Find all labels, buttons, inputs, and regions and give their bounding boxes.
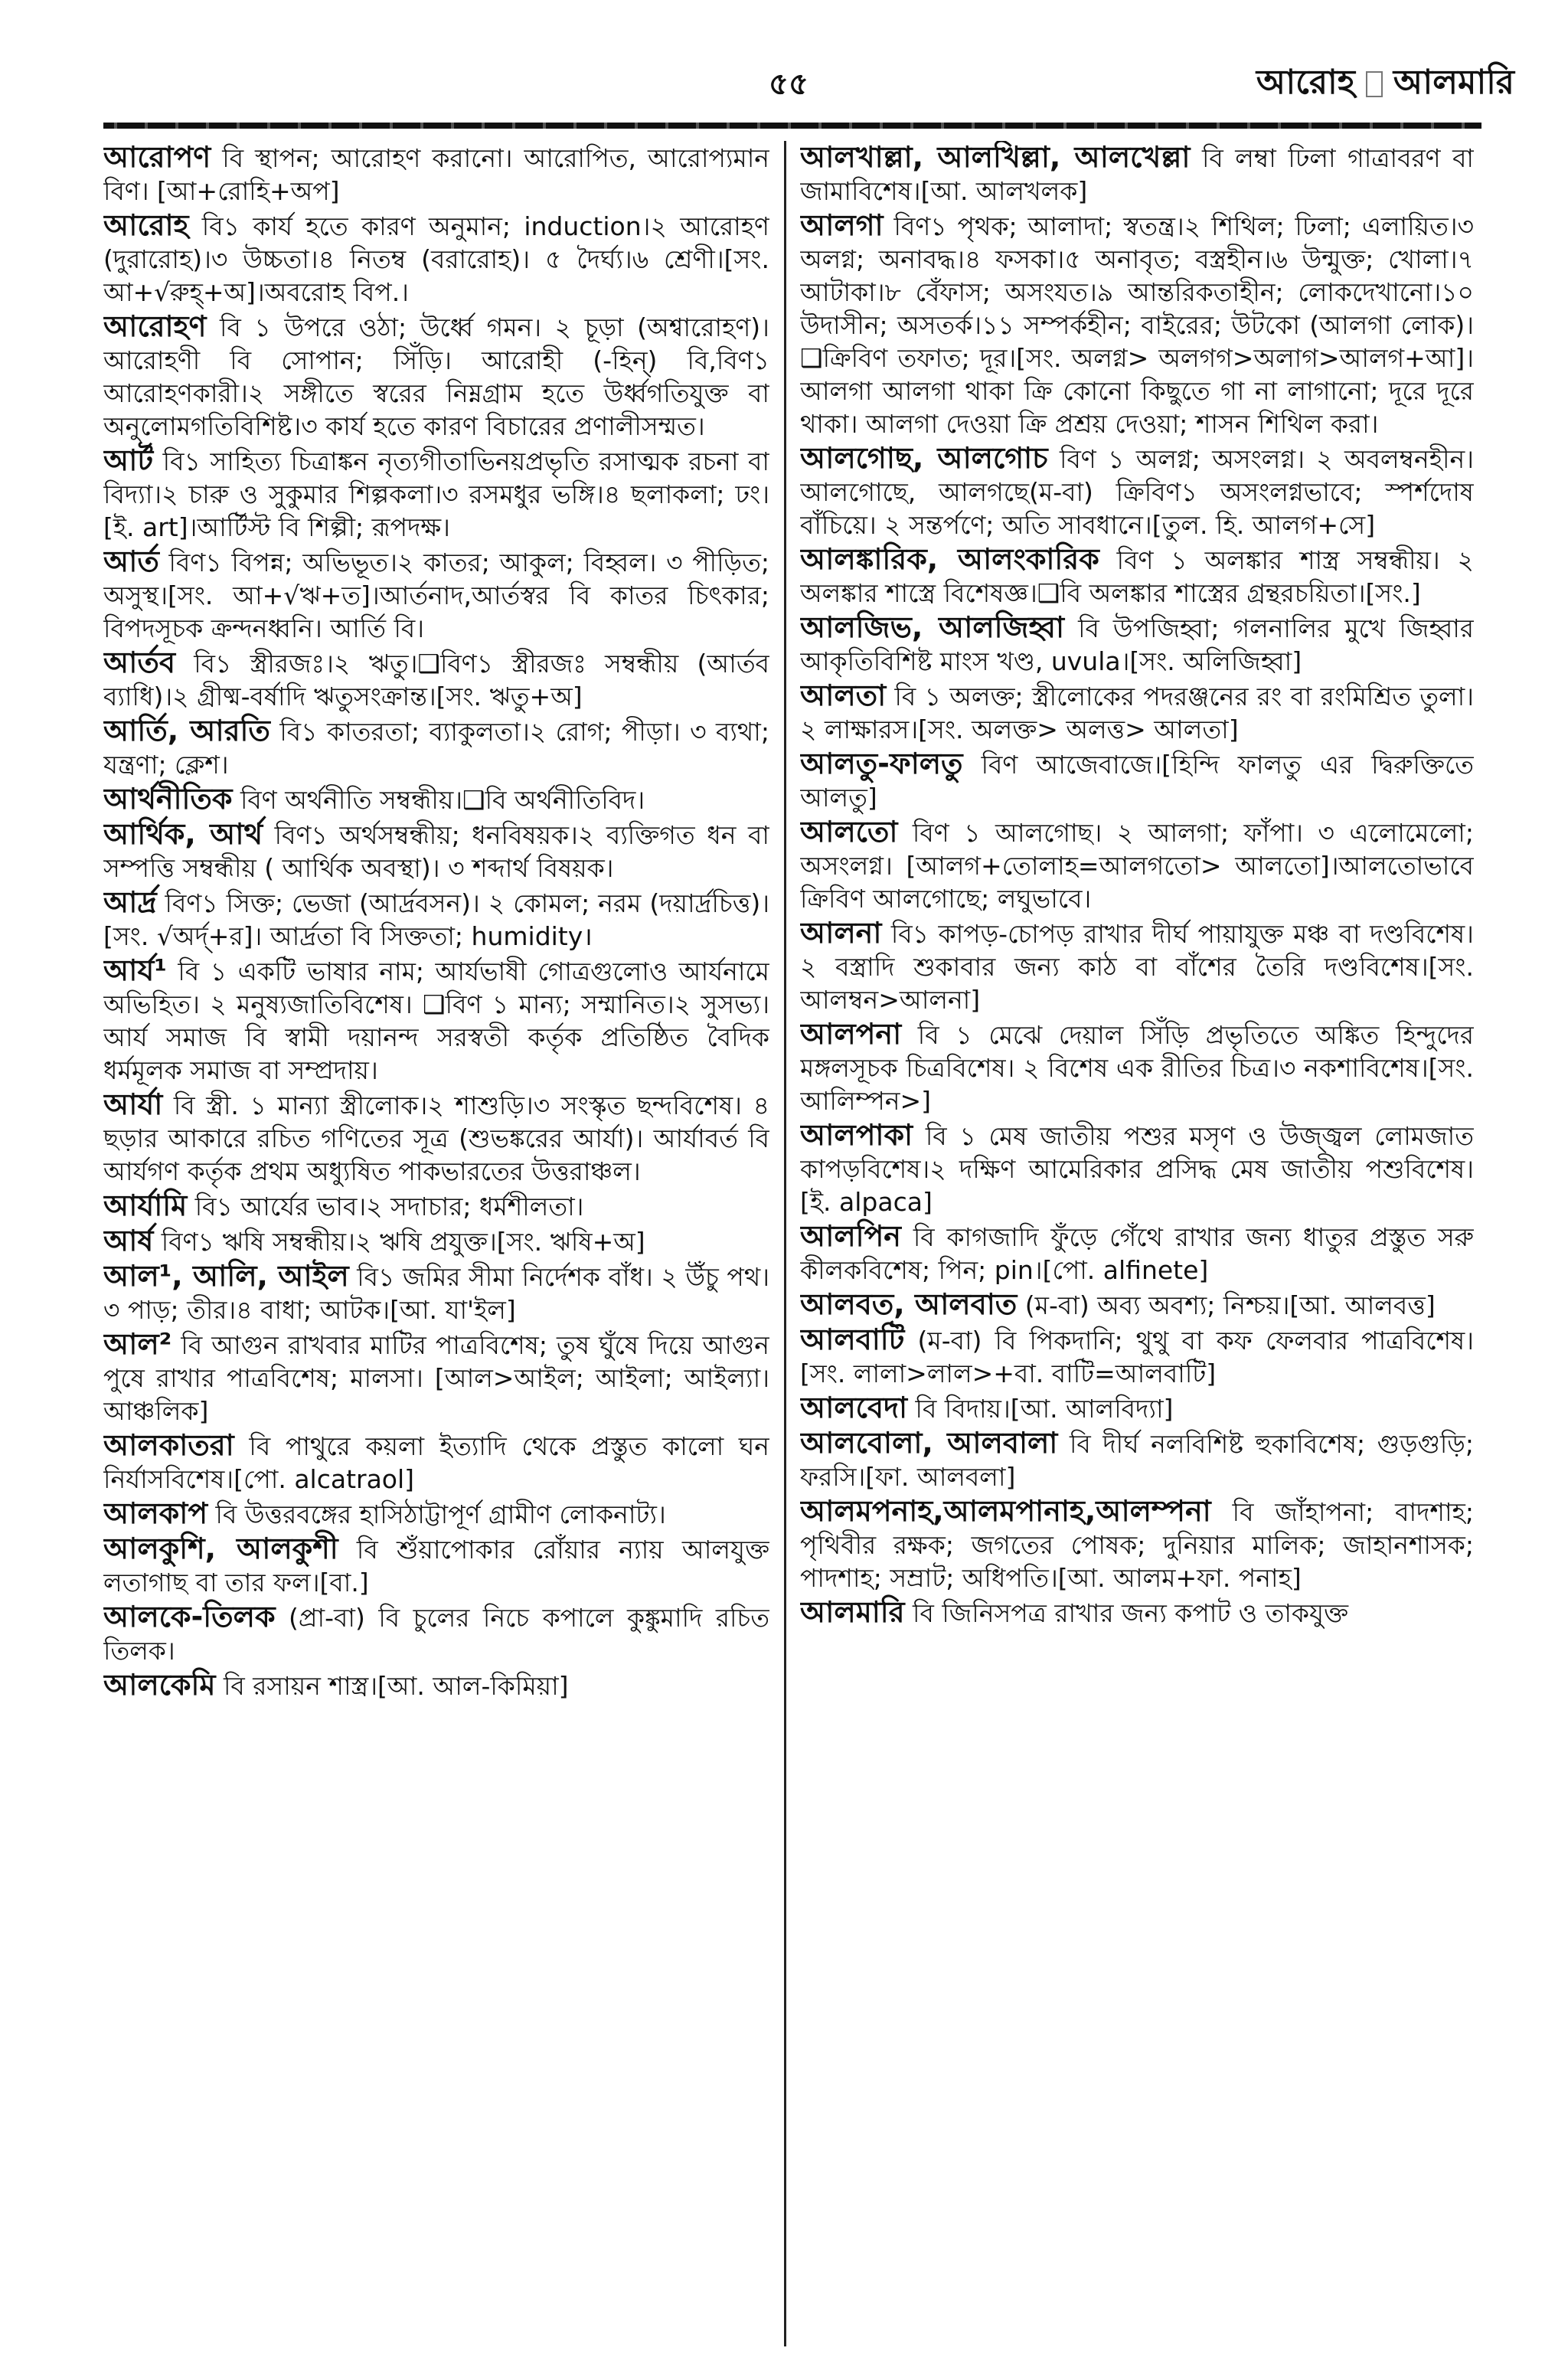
entry-headword: আলমপনাহ,আলমপানাহ,আলম্পনা [800, 1494, 1211, 1528]
entry-headword: আলজিভ, আলজিহ্বা [800, 610, 1065, 644]
entry-headword: আরোপণ [103, 141, 211, 174]
entry-headword: আর্তি, আরতি [103, 714, 270, 747]
entry-headword: আলগা [800, 208, 884, 242]
entry-definition: (প্রা-বা) বি চুলের নিচে কপালে কুঙ্কুমাদি রচিত তিলক। [103, 1603, 769, 1666]
dictionary-entry [103, 886, 769, 953]
entry-headword: আলবেদা [800, 1391, 908, 1424]
dictionary-entry [103, 1189, 769, 1223]
guide-word-first: আরোহ [1256, 63, 1355, 102]
entry-definition: বি জাঁহাপনা; বাদশাহ; পৃথিবীর রক্ষক; জগতের পোষক; দুনিয়ার মালিক; জাহানশাসক; পাদশাহ; সম্রাট; অধিপতি।[আ. আলম+ফা. পনাহ] [800, 1497, 1474, 1593]
dictionary-entry [103, 954, 769, 1087]
entry-headword: আর্য¹ [103, 953, 167, 987]
entry-definition: বি ১ মেঝে দেয়াল সিঁড়ি প্রভৃতিতে অঙ্কিত হিন্দুদের মঙ্গলসূচক চিত্রবিশেষ। ২ বিশেষ এক রীতির চিত্র।৩ নকশাবিশেষ।[সং. আলিম্পন>] [800, 1020, 1474, 1116]
entry-definition: (ম-বা) বি পিকদানি; থুথু বা কফ ফেলবার পাত্রবিশেষ।[সং. লালা>লাল>+বা. বাটি=আলবাটি] [800, 1326, 1474, 1388]
entry-definition: বিণ আজেবাজে।[হিন্দি ফালতু এর দ্বিরুক্তিতে আলতু] [800, 750, 1474, 813]
entry-definition: বি১ জমির সীমা নির্দেশক বাঁধ। ২ উঁচু পথ।৩ পাড়; তীর।৪ বাধা; আটক।[আ. যা'ইল] [103, 1262, 769, 1325]
dictionary-entry [800, 679, 1474, 746]
dictionary-entry [103, 1328, 769, 1427]
dictionary-entry [103, 1260, 769, 1326]
dictionary-entry [103, 714, 769, 781]
dictionary-entry [103, 1532, 769, 1599]
entry-definition: বি পাথুরে কয়লা ইত্যাদি থেকে প্রস্তুত কালো ঘন নির্যাসবিশেষ।[পো. alcatraol] [103, 1431, 769, 1494]
dictionary-entry [800, 141, 1474, 208]
header-rule [103, 123, 1481, 129]
entry-headword: আলকে-তিলক [103, 1600, 276, 1633]
dictionary-entry [800, 1018, 1474, 1117]
dictionary-entry [103, 783, 769, 816]
entry-headword: আলতু-ফালতু [800, 747, 963, 780]
entry-headword: আলনা [800, 916, 882, 950]
entry-headword: আর্দ্র [103, 885, 157, 919]
entry-headword: আলঙ্কারিক, আলংকারিক [800, 542, 1099, 576]
entry-definition: বিণ১ ঋষি সম্বন্ধীয়।২ ঋষি প্রযুক্ত।[সং. ঋষি+অ] [161, 1227, 645, 1257]
entry-headword: আর্থিক, আর্থ [103, 817, 263, 851]
dictionary-entry [103, 444, 769, 544]
dictionary-entry [800, 747, 1474, 814]
dictionary-entry [103, 1497, 769, 1531]
dictionary-entry [103, 818, 769, 885]
entry-headword: আলমারি [800, 1595, 905, 1629]
dictionary-entry [800, 1391, 1474, 1425]
dictionary-entry [103, 1225, 769, 1258]
entry-definition: বি আগুন রাখবার মাটির পাত্রবিশেষ; তুষ ঘুঁষে দিয়ে আগুন পুষে রাখার পাত্রবিশেষ; মালসা। [আল>আইল; আইলা; আইল্যা। আঞ্চলিক] [103, 1330, 769, 1426]
entry-headword: আলবোলা, আলবালা [800, 1426, 1058, 1460]
entry-headword: আলকাতরা [103, 1428, 234, 1462]
entry-definition: বি স্ত্রী. ১ মান্যা স্ত্রীলোক।২ শাশুড়ি।৩ সংস্কৃত ছন্দবিশেষ। ৪ ছড়ার আকারে রচিত গণিতের সূত্র (শুভঙ্করের আর্যা)। আর্যাবর্ত বি আর্যগণ কর্তৃক প্রথম অধ্যুষিত পাকভারতের উত্তরাঞ্চল। [103, 1091, 769, 1186]
entry-definition: বি ১ অলক্ত; স্ত্রীলোকের পদরঞ্জনের রং বা রংমিশ্রিত তুলা। ২ লাক্ষারস।[সং. অলক্ত> অলত্ত> আলতা] [800, 682, 1474, 744]
entry-definition: বিণ ১ অলঙ্কার শাস্ত্র সম্বন্ধীয়। ২ অলঙ্কার শাস্ত্রে বিশেষজ্ঞ।❑বি অলঙ্কার শাস্ত্রের গ্রন্থরচয়িতা।[সং.] [800, 545, 1474, 608]
entry-definition: বিণ১ সিক্ত; ভেজা (আর্দ্রবসন)। ২ কোমল; নরম (দয়ার্দ্রচিত্ত)। [সং. √অর্দ্+র]। আর্দ্রতা বি সিক্ততা; humidity। [103, 888, 769, 951]
entry-definition: বি ১ একটি ভাষার নাম; আর্যভাষী গোত্রগুলোও আর্যনামে অভিহিত। ২ মনুষ্যজাতিবিশেষ। ❑বিণ ১ মান্য; সম্মানিত।২ সুসভ্য।আর্য সমাজ বি স্বামী দয়ানন্দ সরস্বতী কর্তৃক প্রতিষ্ঠিত বৈদিক ধর্মমূলক সমাজ বা সম্প্রদায়। [103, 956, 769, 1085]
entry-headword: আরোহণ [103, 309, 207, 343]
entry-definition: বি১ আর্যের ভাব।২ সদাচার; ধর্মশীলতা। [194, 1192, 584, 1221]
entry-headword: আল² [103, 1327, 172, 1361]
entry-headword: আলগোছ, আলগোচ [800, 441, 1048, 475]
dictionary-entry [103, 1429, 769, 1496]
dictionary-entry [103, 646, 769, 713]
entry-definition: বি স্থাপন; আরোহণ করানো। আরোপিত, আরোপ্যমান বিণ। [আ+রোহি+অপ] [103, 143, 769, 206]
dictionary-entry [800, 442, 1474, 541]
dictionary-entry [800, 1323, 1474, 1390]
entry-definition: বিণ১ অর্থসম্বন্ধীয়; ধনবিষয়ক।২ ব্যক্তিগত ধন বা সম্পত্তি সম্বন্ধীয় ( আর্থিক অবস্থা)। ৩ শব্দার্থ বিষয়ক। [103, 820, 769, 883]
dictionary-entry [800, 1427, 1474, 1493]
dictionary-entry [103, 310, 769, 443]
entry-definition: বি ১ মেষ জাতীয় পশুর মসৃণ ও উজ্জ্বল লোমজাত কাপড়বিশেষ।২ দক্ষিণ আমেরিকার প্রসিদ্ধ মেষ জাতীয় পশুবিশেষ।[ই. alpaca] [800, 1121, 1474, 1217]
entry-headword: আর্ত [103, 544, 159, 578]
entry-headword: আর্যামি [103, 1189, 188, 1222]
entry-definition: বি১ কাতরতা; ব্যাকুলতা।২ রোগ; পীড়া। ৩ ব্যথা; যন্ত্রণা; ক্লেশ। [103, 717, 769, 780]
entry-definition: বি লম্বা ঢিলা গাত্রাবরণ বা জামাবিশেষ।[আ. আলখলক] [800, 143, 1474, 206]
dictionary-entry [800, 1220, 1474, 1287]
entry-definition: বিণ অর্থনীতি সম্বন্ধীয়।❑বি অর্থনীতিবিদ। [240, 785, 645, 815]
entry-headword: আলপাকা [800, 1118, 913, 1152]
entry-headword: আলখাল্লা, আলখিল্লা, আলখেল্লা [800, 141, 1191, 174]
entry-headword: আলকেমি [103, 1668, 216, 1702]
entry-definition: বি১ কার্য হতে কারণ অনুমান; induction।২ আরোহণ (দুরারোহ)।৩ উচ্চতা।৪ নিতম্ব (বরারোহ)। ৫ দৈর্ঘ্য।৬ শ্রেণী।[সং. আ+√রুহ্+অ]।অবরোহ বিপ.। [103, 211, 769, 307]
dictionary-entry [103, 141, 769, 208]
entry-headword: আলবত, আলবাত [800, 1287, 1018, 1321]
entry-definition: বি কাগজাদি ফুঁড়ে গেঁথে রাখার জন্য ধাতুর প্রস্তুত সরু কীলকবিশেষ; পিন; pin।[পো. alfinete] [800, 1222, 1474, 1285]
dictionary-entry [800, 816, 1474, 915]
entry-headword: আরোহ [103, 208, 189, 242]
dictionary-entry [800, 543, 1474, 610]
entry-headword: আলবাটি [800, 1323, 905, 1356]
entry-definition: বি১ স্ত্রীরজঃ।২ ঋতু।❑বিণ১ স্ত্রীরজঃ সম্বন্ধীয় (আর্তব ব্যাধি)।২ গ্রীষ্ম-বর্ষাদি ঋতুসংক্রান্ত।[সং. ঋতু+অ] [103, 649, 769, 711]
guide-word-last: আলমারি [1393, 63, 1514, 102]
entry-definition: বি১ কাপড়-চোপড় রাখার দীর্ঘ পায়াযুক্ত মঞ্চ বা দণ্ডবিশেষ।২ বস্ত্রাদি শুকাবার জন্য কাঠ বা বাঁশের তৈরি দণ্ডবিশেষ।[সং. আলম্বন>আলনা] [800, 919, 1474, 1015]
running-head [1256, 57, 1514, 113]
entry-headword: আলপনা [800, 1017, 902, 1051]
dictionary-entry [103, 545, 769, 645]
entry-definition: বি উত্তরবঙ্গের হাসিঠাট্টাপূর্ণ গ্রামীণ লোকনাট্য। [215, 1499, 666, 1529]
entry-definition: বিণ১ বিপন্ন; অভিভূত।২ কাতর; আকুল; বিহ্বল। ৩ পীড়িত; অসুস্থ।[সং. আ+√ঋ+ত]।আর্তনাদ,আর্তস্বর বি কাতর চিৎকার; বিপদসূচক ক্রন্দনধ্বনি। আর্তি বি। [103, 548, 769, 643]
entry-definition: (ম-বা) অব্য অবশ্য; নিশ্চয়।[আ. আলবত্ত] [1024, 1290, 1436, 1320]
dictionary-entry [800, 209, 1474, 440]
guide-word-separator [1366, 71, 1383, 97]
entry-definition: বি রসায়ন শাস্ত্র।[আ. আল-কিমিয়া] [223, 1671, 569, 1701]
entry-headword: আর্ট [103, 443, 154, 477]
entry-headword: আলতা [800, 679, 887, 712]
entry-headword: আর্থনীতিক [103, 782, 233, 816]
dictionary-entry [800, 611, 1474, 678]
entry-headword: আর্ষ [103, 1224, 154, 1257]
entry-headword: আর্যা [103, 1087, 163, 1121]
entry-definition: বি শুঁয়াপোকার রোঁয়ার ন্যায় আলযুক্ত লতাগাছ বা তার ফল।[বা.] [103, 1535, 769, 1597]
dictionary-entry [800, 1119, 1474, 1218]
entry-headword: আলপিন [800, 1219, 901, 1253]
column-divider [784, 141, 786, 2346]
entry-definition: বি ১ উপরে ওঠা; উর্ধ্বে গমন। ২ চূড়া (অশ্বারোহণ)। আরোহণী বি সোপান; সিঁড়ি। আরোহী (-হিন্) বি,বিণ১ আরোহণকারী।২ সঙ্গীতে স্বরের নিম্নগ্রাম হতে উর্ধ্বগতিযুক্ত বা অনুলোমগতিবিশিষ্ট।৩ কার্য হতে কারণ বিচারের প্রণালীসম্মত। [103, 312, 769, 441]
entry-headword: আলকাপ [103, 1496, 208, 1530]
entry-headword: আর্তব [103, 646, 175, 679]
entry-definition: বি১ সাহিত্য চিত্রাঙ্কন নৃত্যগীতাভিনয়প্রভৃতি রসাত্মক রচনা বা বিদ্যা।২ চারু ও সুকুমার শিল্পকলা।৩ রসমধুর ভঙ্গি।৪ ছলাকলা; ঢং।[ই. art]।আর্টিস্ট বি শিল্পী; রূপদক্ষ। [103, 446, 769, 542]
entry-definition: বি দীর্ঘ নলবিশিষ্ট হুকাবিশেষ; গুড়গুড়ি; ফরসি।[ফা. আলবলা] [800, 1429, 1474, 1492]
dictionary-entry [103, 209, 769, 309]
entry-definition: বি জিনিসপত্র রাখার জন্য কপাট ও তাকযুক্ত [913, 1598, 1349, 1628]
entry-definition: বিণ ১ আলগোছ। ২ আলগা; ফাঁপা। ৩ এলোমেলো; অসংলগ্ন। [আলগ+তোলাহ=আলগতো> আলতো]।আলতোভাবে ক্রিবিণ আলগোছে; লঘুভাবে। [800, 818, 1474, 914]
entry-definition: বি উপজিহ্বা; গলনালির মুখে জিহ্বার আকৃতিবিশিষ্ট মাংস খণ্ড, uvula।[সং. অলিজিহ্বা] [800, 613, 1474, 676]
entry-headword: আলতো [800, 815, 898, 849]
page-number: ৫৫ [769, 67, 808, 102]
dictionary-entry [800, 1596, 1474, 1630]
entry-headword: আলকুশি, আলকুশী [103, 1532, 338, 1565]
dictionary-entry [103, 1601, 769, 1667]
dictionary-entry [800, 917, 1474, 1016]
entry-definition: বিণ১ পৃথক; আলাদা; স্বতন্ত্র।২ শিথিল; ঢিলা; এলায়িত।৩ অলগ্ন; অনাবদ্ধ।৪ ফসকা।৫ অনাবৃত; বস্ত্রহীন।৬ উন্মুক্ত; খোলা।৭ আটাকা।৮ বেঁফাস; অসংযত।৯ আন্তরিকতাহীন; লোকদেখানো।১০ উদাসীন; অসতর্ক।১১ সম্পর্কহীন; বাইরের; উটকো (আলগা লোক)।❑ক্রিবিণ তফাত; দূর।[সং. অলগ্ন> অলগগ>অলাগ>আলগ+আ]।আলগা আলগা থাকা ক্রি কোনো কিছুতে গা না লাগানো; দূরে দূরে থাকা। আলগা দেওয়া ক্রি প্রশ্রয় দেওয়া; শাসন শিথিল করা। [800, 211, 1474, 439]
entry-headword: আল¹, আলি, আইল [103, 1259, 349, 1293]
dictionary-entry [800, 1288, 1474, 1322]
dictionary-entry [103, 1669, 769, 1702]
entry-definition: বি বিদায়।[আ. আলবিদ্যা] [915, 1394, 1174, 1424]
left-column [103, 141, 769, 2346]
dictionary-entry [800, 1495, 1474, 1594]
dictionary-entry [103, 1088, 769, 1188]
right-column [800, 141, 1474, 2346]
entry-definition: বিণ ১ অলগ্ন; অসংলগ্ন। ২ অবলম্বনহীন।আলগোছে, আলগছে(ম-বা) ক্রিবিণ১ অসংলগ্নভাবে; স্পর্শদোষ বাঁচিয়ে। ২ সন্তর্পণে; অতি সাবধানে।[তুল. হি. আলগ+সে] [800, 444, 1474, 540]
